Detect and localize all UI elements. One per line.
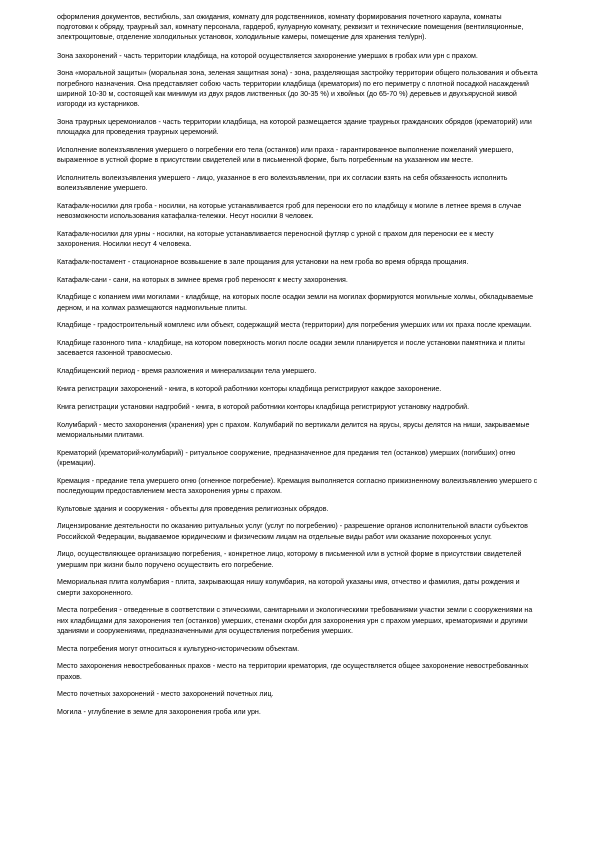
definition: - плита, закрывающая нишу колумбария, на которой указаны имя, отчество и фамилия, даты рождения и смерти захороненного. — [57, 578, 520, 597]
paragraph-24 — [57, 644, 538, 654]
definition: - кладбище, на котором поверхность могил после осадки земли планируется и после установки памятника и плиты засевается газонной травосмесью. — [57, 339, 525, 358]
term: Лицензирование деятельности по оказанию ритуальных услуг (услуг по погребению) — [57, 522, 338, 531]
term: Катафалк-носилки для урны — [57, 229, 151, 238]
term: Катафалк-постамент — [57, 257, 126, 266]
paragraph-12 — [57, 338, 538, 358]
paragraph-16 — [57, 420, 538, 440]
term: Кладбище с копанием ими могилами — [57, 293, 180, 302]
term: Культовые здания и сооружения — [57, 504, 164, 513]
paragraph-0 — [57, 12, 538, 43]
definition: - книга, в которой работники конторы кладбища регистрируют каждое захоронение. — [162, 385, 442, 393]
term: Мемориальная плита колумбария — [57, 578, 170, 587]
term: Крематорий (крематорий-колумбарий) — [57, 448, 184, 457]
definition: - время разложения и минерализации тела умершего. — [135, 367, 317, 376]
paragraph-3 — [57, 117, 538, 137]
term: Исполнение волеизъявления умершего о погребении его тела (останков) или праха — [57, 145, 334, 154]
definition: - градостроительный комплекс или объект, содержащий места (территории) для погребения умерших или их праха после кремации. — [91, 321, 532, 330]
paragraph-25 — [57, 661, 538, 681]
paragraph-23 — [57, 605, 538, 636]
term: Место почетных захоронений — [57, 690, 155, 699]
definition: - стационарное возвышение в зале прощания для установки на нем гроба во время обряда прощания. — [125, 257, 469, 266]
paragraph-21 — [57, 549, 538, 569]
paragraph-7 — [57, 229, 538, 249]
paragraph-5 — [57, 173, 538, 193]
paragraph-22 — [57, 577, 538, 597]
term: Книга регистрации установки надгробий — [57, 402, 190, 411]
paragraph-6 — [57, 201, 538, 221]
paragraph-4 — [57, 145, 538, 165]
definition: оформления документов, вестибюль, зал ожидания, комнату для родственников, комнату формирования почетного караула, комнаты подготовки к обряду, траурный зал, комнату персонала, гардероб, кулуарную комнату, реквизит и технические помещения (вентиляционные, электрощитовые, отделение холодильных установок, холодильные камеры, помещение для хранения тел/урн). — [57, 13, 524, 42]
definition: - разрешение органов исполнительной власти субъектов Российской Федерации, выдаваемое юридическим и физическим лицам на отдельные виды работ или оказание похоронных услуг. — [57, 522, 528, 541]
paragraph-8 — [57, 257, 538, 267]
paragraph-20 — [57, 521, 538, 541]
definition: - сани, на которых в зимнее время гроб переносят к месту захоронения. — [106, 275, 348, 284]
term: Кремация — [57, 476, 90, 485]
term: Катафалк-сани — [57, 275, 107, 284]
term: Колумбарий — [57, 420, 98, 429]
term: Место захоронения невостребованных прахов — [57, 662, 211, 671]
definition: - носилки, на которые устанавливается переносной футляр с урной с прахом для переноски ее к месту захоронения. Носилки несут 4 человека. — [57, 229, 494, 249]
term: Лицо, осуществляющее организацию погребения, — [57, 550, 223, 559]
definition: - объекты для проведения религиозных обрядов. — [163, 504, 329, 513]
paragraph-14 — [57, 384, 538, 394]
term: Могила — [57, 708, 82, 717]
definition: - носилки, на которые устанавливается гроб для переноски его по кладбищу к могиле в летнее время в случае невозможности использования катафалка-тележки. Несут носилки 8 человек. — [57, 201, 522, 221]
definition: - место на территории крематория, где осуществляется общее захоронение невостребованных прахов. — [57, 662, 529, 681]
definition: - часть территории кладбища, на которой размещается здание траурных гражданских обрядов (крематорий) или площадка для проведения траурных церемоний. — [57, 117, 532, 137]
definition: - углубление в земле для захоронения гроба или урн. — [81, 708, 261, 717]
paragraph-2 — [57, 68, 538, 109]
paragraph-26 — [57, 689, 538, 699]
term: Катафалк-носилки для гроба — [57, 201, 153, 210]
definition: - кладбище, на которых после осадки земли на могилах формируются могильные холмы, обкладываемые дерном, и на холмах размещаются надмогильные плиты. — [57, 293, 534, 312]
definition: - часть территории кладбища, на которой осуществляется захоронение умерших в гробах или урн с прахом. — [117, 51, 478, 60]
definition: - лицо, указанное в его волеизъявлении, при их согласии взять на себя обязанность исполнить волеизъявление умершего. — [57, 173, 508, 193]
paragraph-15 — [57, 402, 538, 412]
definition: - ритуальное сооружение, предназначенное для предания тел (останков) умерших (погибших) огню (кремации). — [57, 448, 516, 467]
definition: - книга, в которой работники конторы кладбища регистрируют установку надгробий. — [189, 402, 470, 411]
term: Исполнитель волеизъявления умершего — [57, 173, 191, 182]
definition: - гарантированное выполнение пожеланий умершего, выраженное в устной форме в присутствии свидетелей или в письменной форме, быть погребенным на указанном им месте. — [57, 145, 514, 165]
paragraph-9 — [57, 275, 538, 285]
term: Зона захоронений — [57, 51, 118, 60]
term: Места погребения — [57, 606, 118, 615]
definition: - конкретное лицо, которому в письменной или в устной форме в присутствии свидетелей умершим при жизни было поручено осуществить его погребение. — [57, 550, 522, 569]
term: Книга регистрации захоронений — [57, 385, 163, 393]
paragraph-18 — [57, 476, 538, 496]
paragraph-11 — [57, 320, 538, 330]
term: Кладбище газонного типа — [57, 339, 142, 348]
definition: - зона, разделяющая застройку территории общего пользования и объекта погребного назначения. Она представляет собою часть территории кладбища (крематория) по его периметру с плотной посадкой насаждений шириной 10-30 м, состоящей как минимум из двух рядов лиственных (до 30-35 %) и хвойных (до 65-70 %) деревьев и двухъярусной живой изгороди из кустарников. — [57, 69, 538, 109]
paragraph-13 — [57, 366, 538, 376]
term: Кладбищенский период — [57, 367, 136, 376]
paragraph-17 — [57, 448, 538, 468]
term: Кладбище — [57, 321, 92, 330]
term: Зона «моральной защиты» (моральная зона, зеленая защитная зона) — [57, 69, 289, 78]
definition: - предание тела умершего огню (огненное погребение). Кремация выполняется согласно прижизненному волеизъявлению умершего с последующим предоставлением места захоронения урны с прахом. — [57, 476, 538, 495]
paragraph-1 — [57, 51, 538, 61]
paragraph-27 — [57, 707, 538, 717]
document-page — [57, 12, 538, 725]
definition: - место захоронения (хранения) урн с прахом. Колумбарий по вертикали делится на ярусы, ярусы делятся на ниши, закрываемые мемориальными плитами. — [57, 420, 530, 439]
term: Зона траурных церемониалов — [57, 117, 157, 126]
definition: - отведенные в соответствии с этическими, санитарными и экологическими требованиями участки земли с сооружениями на них кладбищами для захоронения тел (останков) умерших, стенами скорби для захоронения урн с прахом умерших, крематориями и другими зданиями и сооружениями, предназначенными для осуществления погребения умерших. — [57, 606, 533, 635]
definition: - место захоронений почетных лиц. — [154, 690, 274, 699]
paragraph-10 — [57, 292, 538, 312]
paragraph-19 — [57, 504, 538, 514]
definition: Места погребения могут относиться к культурно-историческим объектам. — [57, 644, 300, 653]
